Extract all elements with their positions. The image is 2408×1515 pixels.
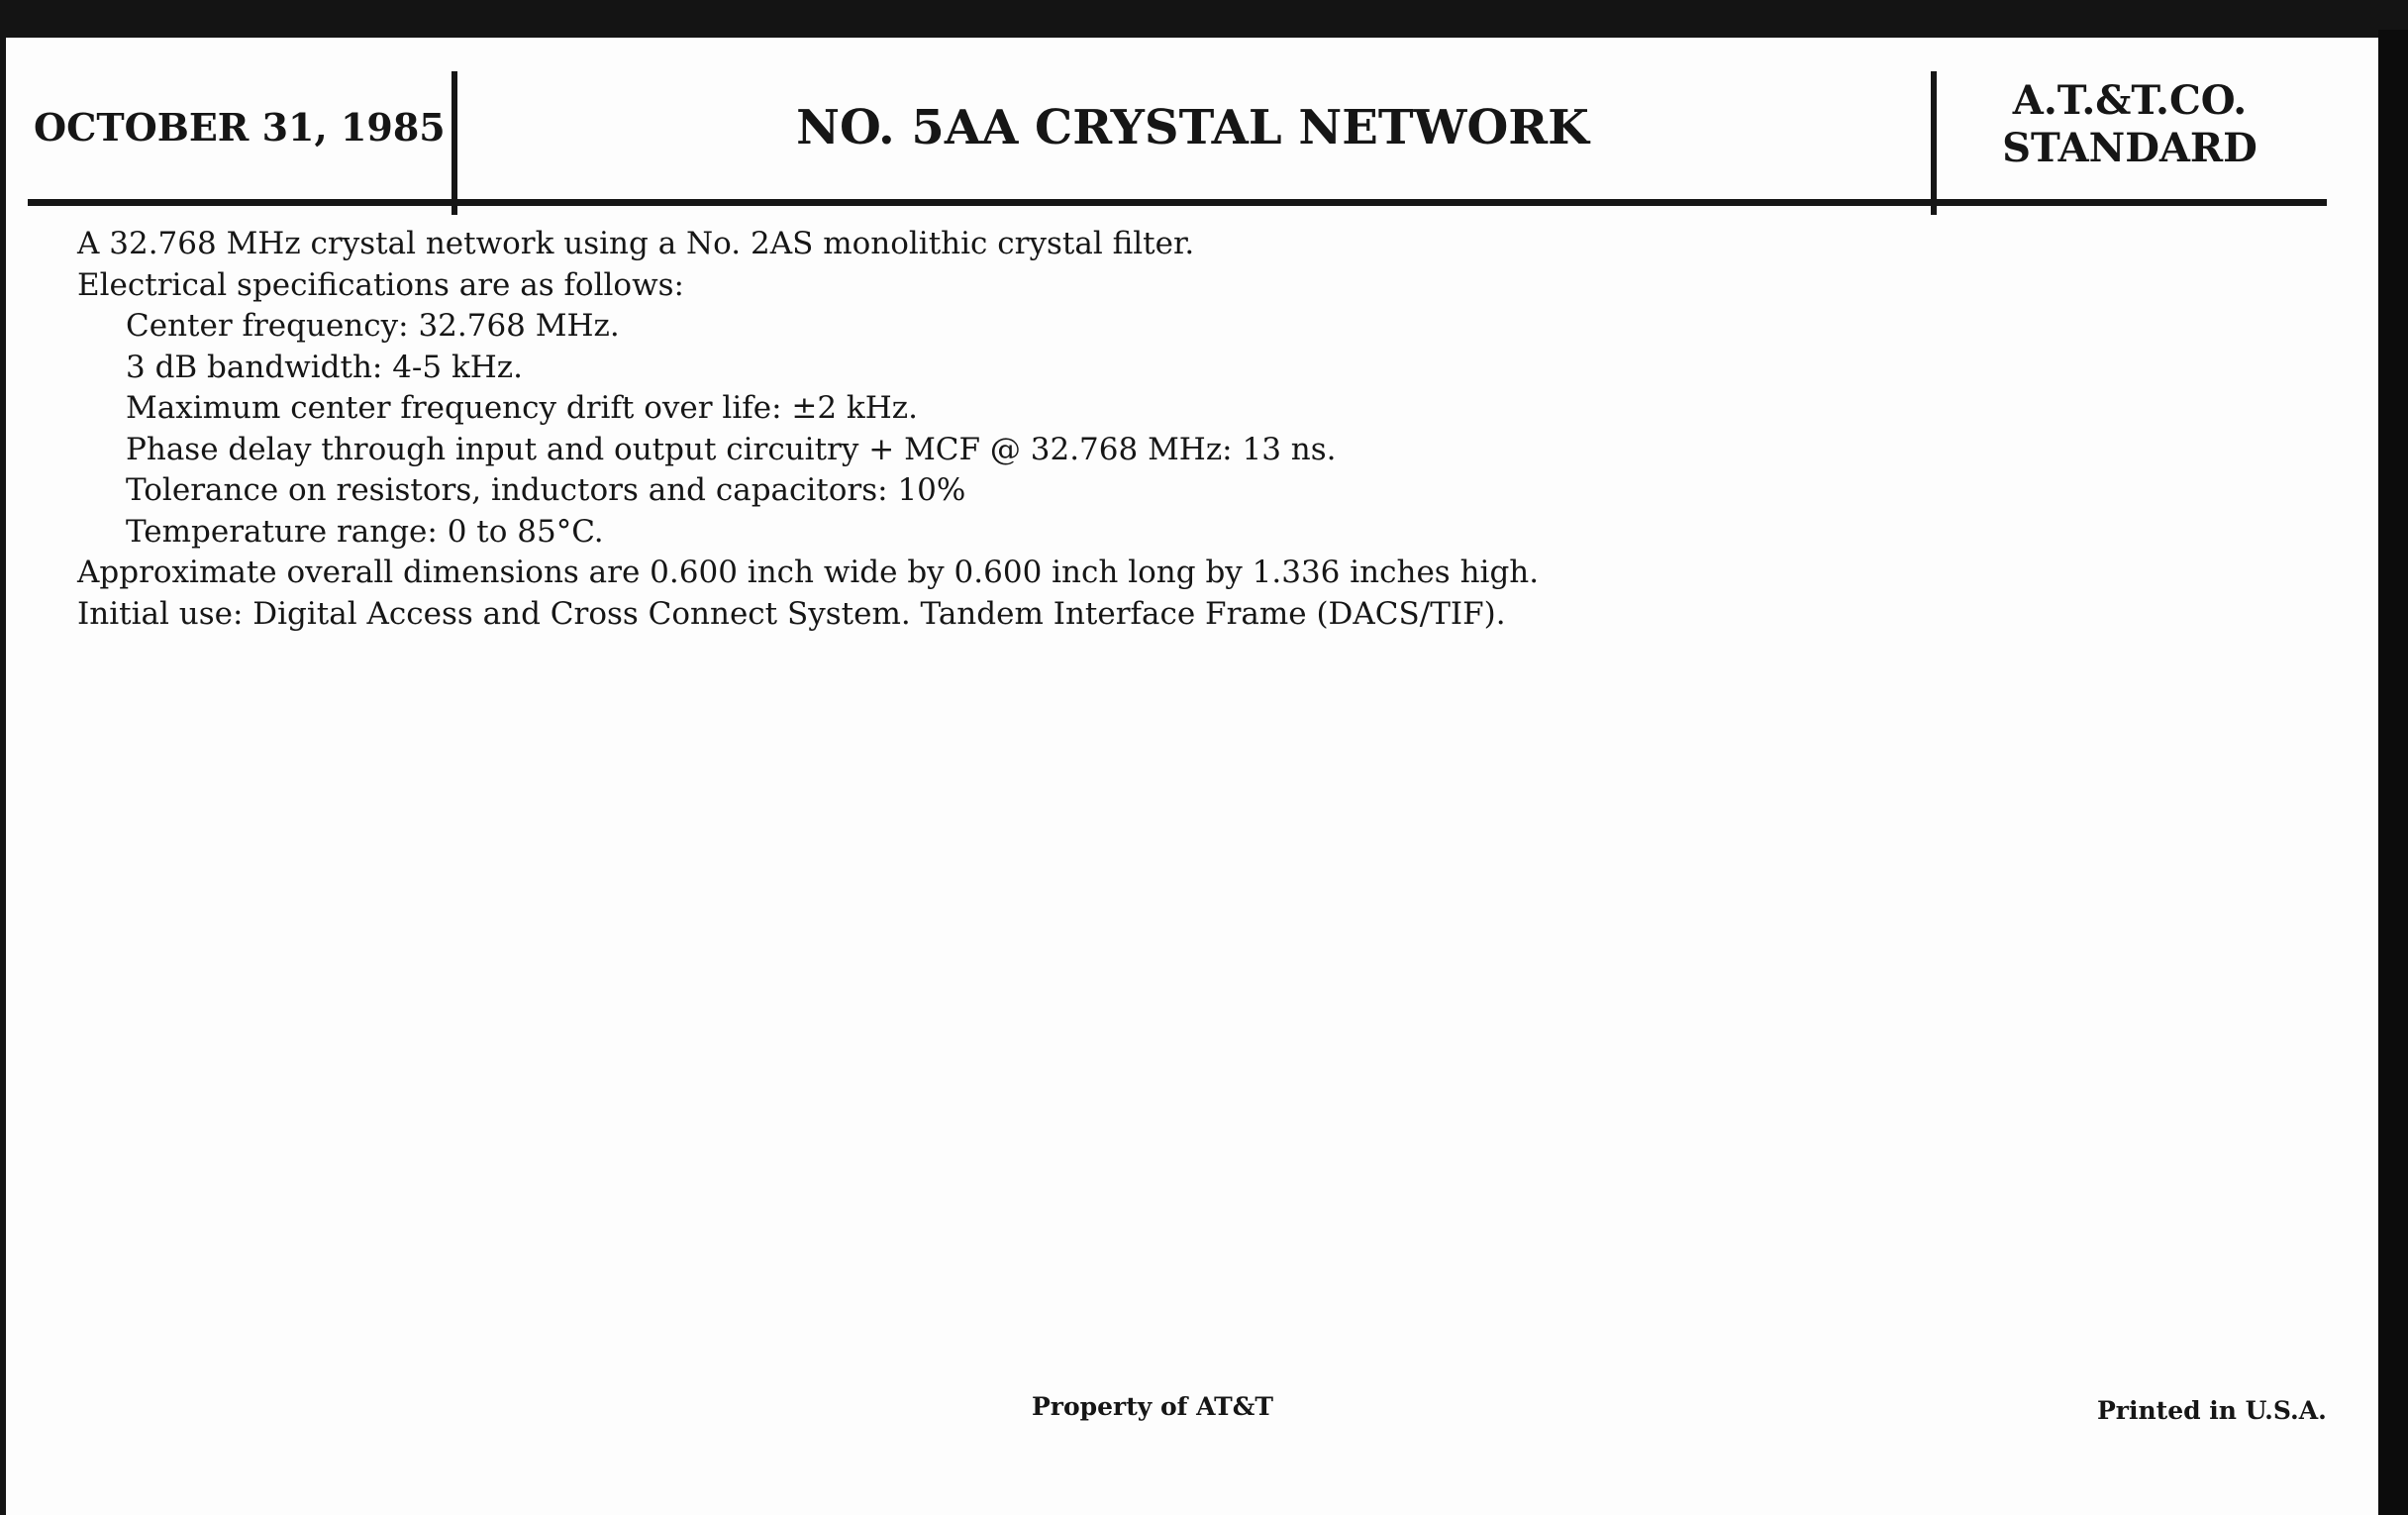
specs-heading: Electrical specifications are as follows: — [77, 266, 684, 303]
header-bar — [28, 55, 2327, 206]
dimensions-text: Approximate overall dimensions are 0.600 inch wide by 0.600 inch long by 1.336 inches high. — [77, 555, 1540, 590]
document-title: NO. 5AA CRYSTAL NETWORK — [796, 99, 1589, 155]
spec-item: Temperature range: 0 to 85°C. — [126, 513, 604, 550]
spec-item: Center frequency: 32.768 MHz. — [126, 308, 620, 344]
spec-item: Phase delay through input and output circuitry + MCF @ 32.768 MHz: 13 ns. — [126, 431, 1337, 467]
spec-item: 3 dB bandwidth: 4-5 kHz. — [126, 349, 523, 385]
initial-use-text: Initial use: Digital Access and Cross Connect System. Tandem Interface Frame (DACS/TIF). — [77, 595, 1506, 632]
spec-item: Maximum center frequency drift over life: ±2 kHz. — [126, 390, 918, 426]
issue-date: OCTOBER 31, 1985 — [34, 105, 446, 150]
property-notice: Property of AT&T — [1032, 1392, 1273, 1421]
standard-line-2: STANDARD — [2002, 125, 2258, 171]
description-body — [77, 224, 1539, 635]
printed-notice: Printed in U.S.A. — [2097, 1396, 2327, 1425]
standard-label — [1937, 77, 2323, 172]
standard-line-1: A.T.&T.CO. — [2012, 77, 2248, 124]
scan-border — [2378, 30, 2408, 1515]
spec-item: Tolerance on resistors, inductors and capacitors: 10% — [126, 472, 966, 508]
intro-text: A 32.768 MHz crystal network using a No. 2AS monolithic crystal filter. — [77, 226, 1195, 261]
document-page — [6, 38, 2378, 1515]
